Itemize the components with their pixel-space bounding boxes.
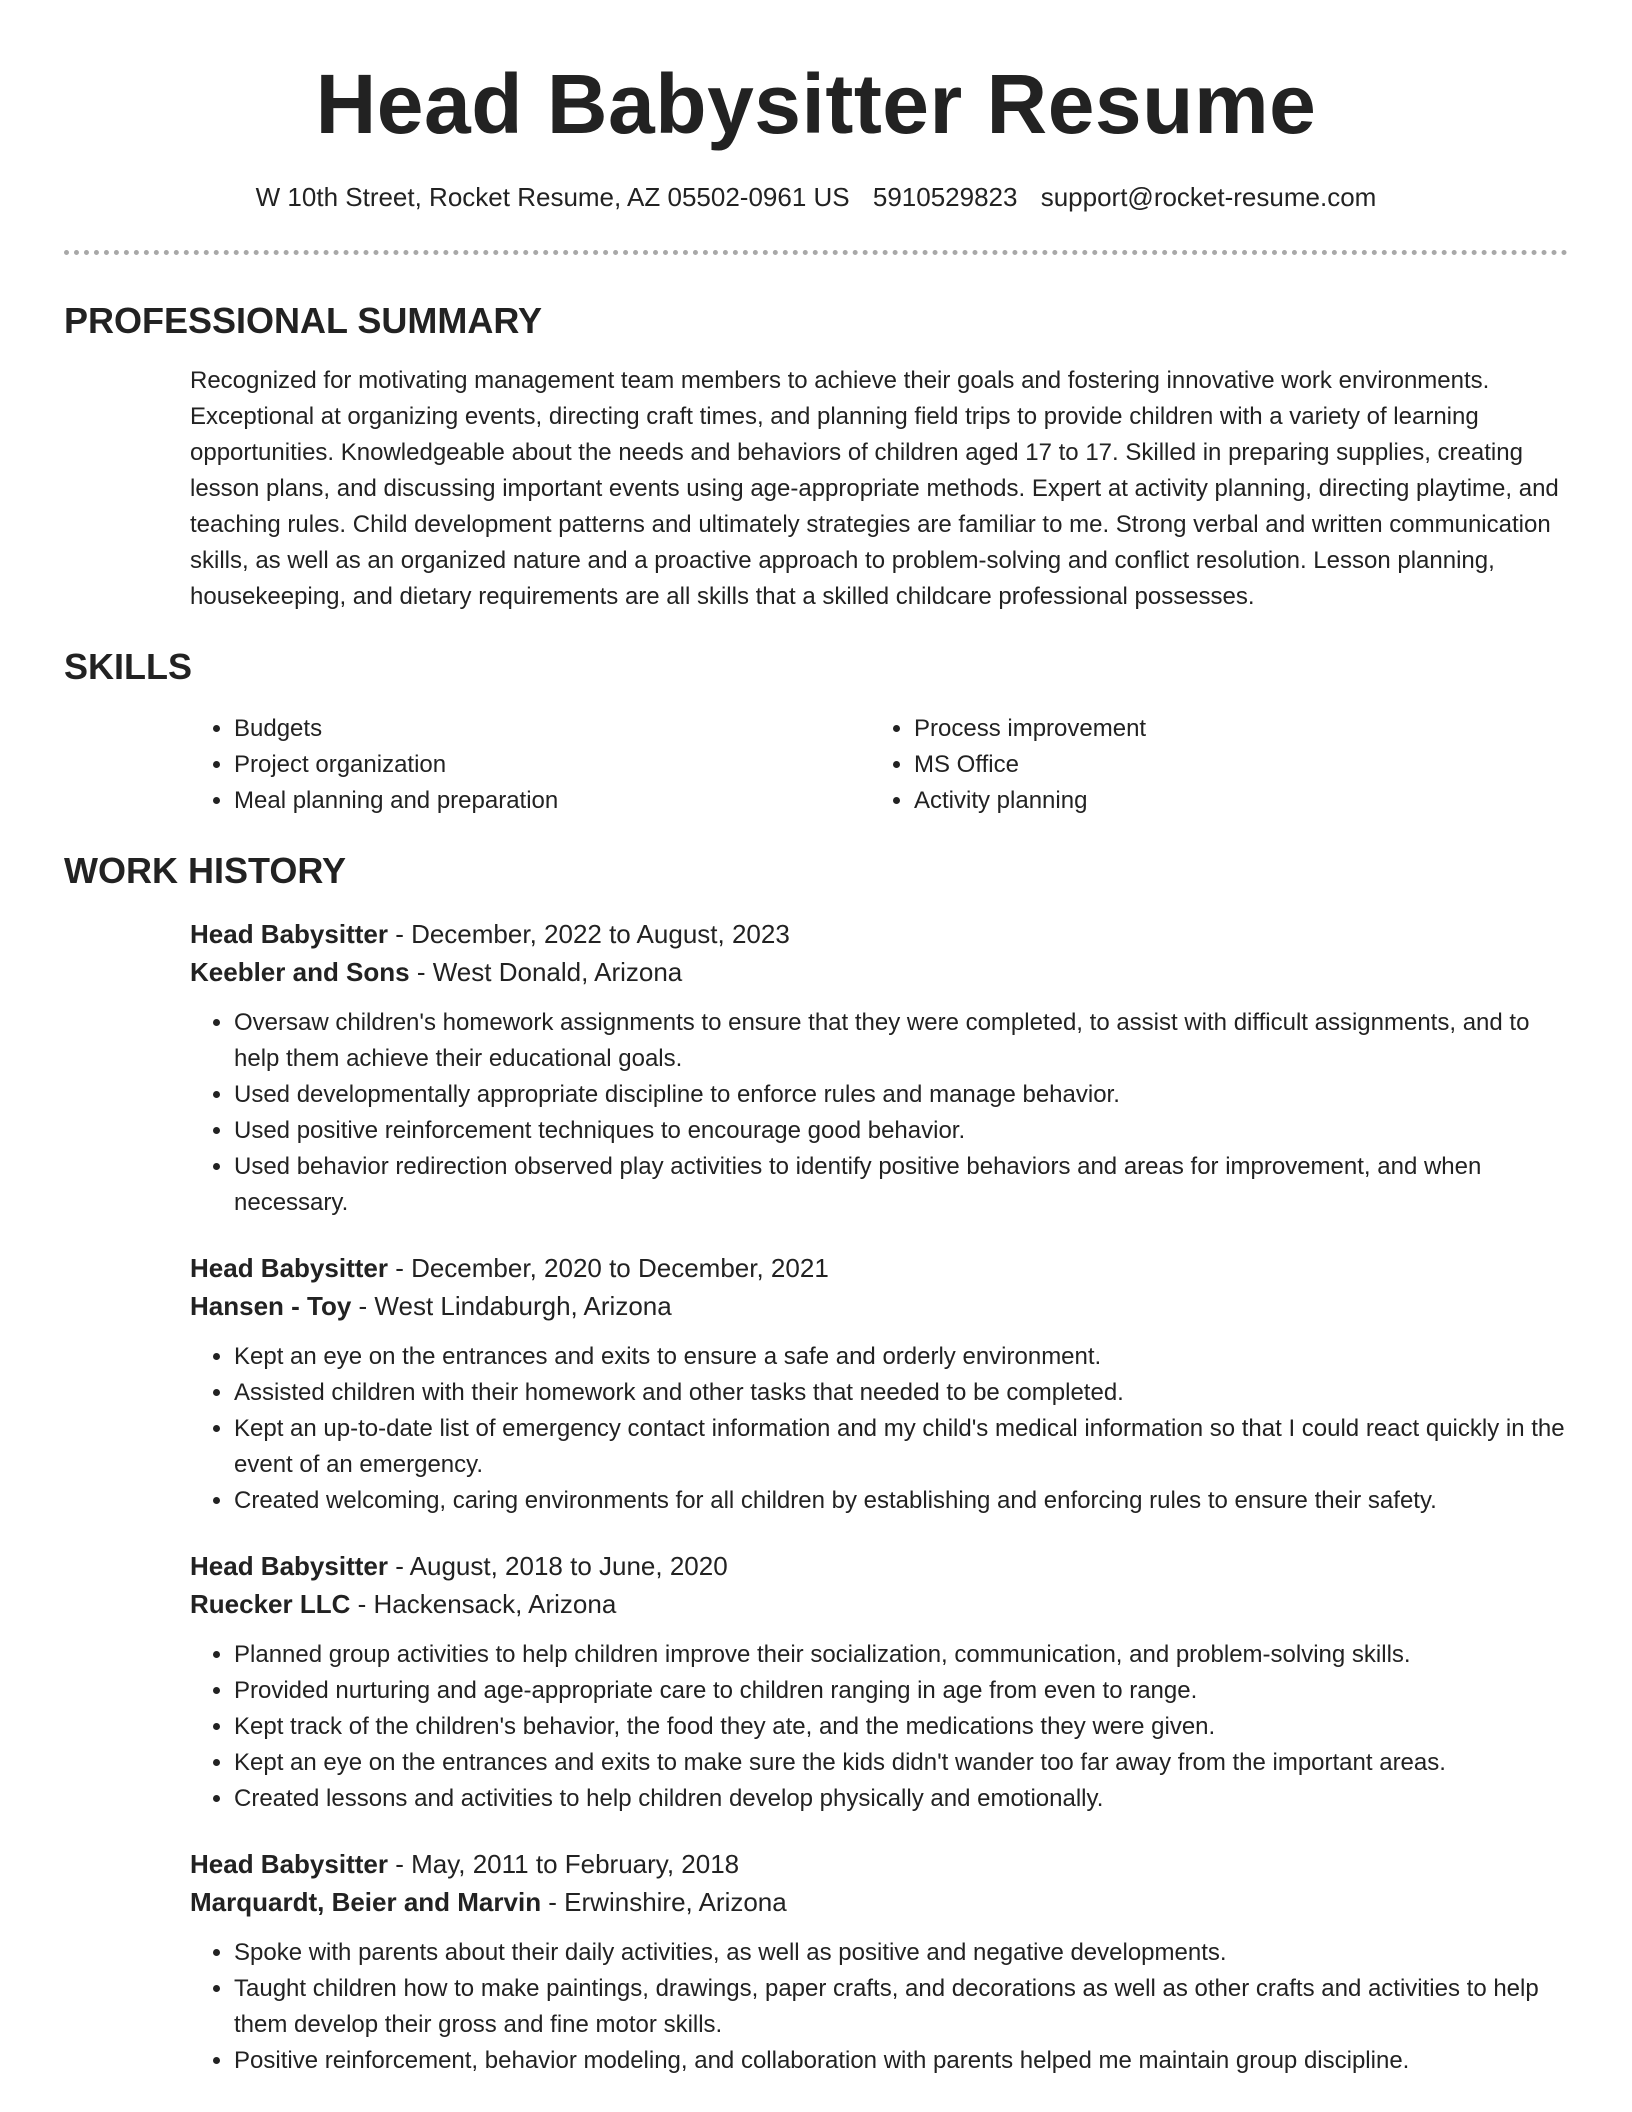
contact-email: support@rocket-resume.com [1040,182,1377,212]
job-location: - Erwinshire, Arizona [541,1887,787,1917]
job-location: - West Lindaburgh, Arizona [351,1291,672,1321]
job-role: Head Babysitter [190,1551,388,1581]
job-entry [190,1845,1568,2079]
skill-item: • MS Office [914,747,1568,783]
summary-heading: PROFESSIONAL SUMMARY [64,300,543,341]
job-bullet: • Created welcoming, caring environments for all children by establishing and enforcing rules to ensure their safety. [234,1483,1568,1519]
resume-name: Head Babysitter Resume [315,57,1317,151]
job-location: - West Donald, Arizona [409,957,683,987]
skill-item: • Process improvement [914,711,1568,747]
skills-list [190,711,1568,819]
job-company-line [190,1883,1568,1921]
work-history-heading: WORK HISTORY [64,850,347,891]
skills-column-right [870,711,1568,819]
skill-item: • Meal planning and preparation [234,783,870,819]
job-company-line [190,953,1568,991]
job-role: Head Babysitter [190,1849,388,1879]
job-title-line [190,1249,1568,1287]
job-bullet: • Kept track of the children's behavior, the food they ate, and the medications they were given. [234,1709,1568,1745]
job-bullet: • Kept an up-to-date list of emergency contact information and my child's medical information so that I could react quickly in the event of an emergency. [234,1411,1568,1483]
job-dates: - August, 2018 to June, 2020 [387,1551,728,1581]
job-bullet: • Provided nurturing and age-appropriate care to children ranging in age from even to range. [234,1673,1568,1709]
job-bullet: • Planned group activities to help children improve their socialization, communication, and problem-solving skills. [234,1637,1568,1673]
job-entry [190,915,1568,1221]
job-bullet: • Kept an eye on the entrances and exits to ensure a safe and orderly environment. [234,1339,1568,1375]
job-bullet: • Kept an eye on the entrances and exits to make sure the kids didn't wander too far away from the important areas. [234,1745,1568,1781]
job-role: Head Babysitter [190,1253,388,1283]
job-title-line [190,915,1568,953]
skill-item: • Budgets [234,711,870,747]
job-dates: - May, 2011 to February, 2018 [387,1849,740,1879]
job-location: - Hackensack, Arizona [350,1589,617,1619]
job-bullets [190,1005,1568,1221]
job-entry [190,1249,1568,1519]
job-company: Ruecker LLC [190,1589,351,1619]
job-company: Marquardt, Beier and Marvin [190,1887,542,1917]
job-bullet: • Taught children how to make paintings, drawings, paper crafts, and decorations as well as other crafts and activities to help them develop their gross and fine motor skills. [234,1971,1568,2043]
skill-item: • Activity planning [914,783,1568,819]
job-bullet: • Positive reinforcement, behavior modeling, and collaboration with parents helped me maintain group discipline. [234,2043,1568,2079]
contact-line [64,180,1568,214]
job-bullet: • Created lessons and activities to help children develop physically and emotionally. [234,1781,1568,1817]
skills-column-left [190,711,870,819]
job-dates: - December, 2022 to August, 2023 [387,919,790,949]
job-bullets [190,1339,1568,1519]
summary-text: Recognized for motivating management team members to achieve their goals and fostering innovative work environments. Exceptional at organizing events, directing craft times, and planning field trips to provide children with a variety of learning opportunities. Knowledgeable about the needs and behaviors of children aged 17 to 17. Skilled in preparing supplies, creating lesson plans, and discussing important events using age-appropriate methods. Expert at activity planning, directing playtime, and teaching rules. Child development patterns and ultimately strategies are familiar to me. Strong verbal and written communication skills, as well as an organized nature and a proactive approach to problem-solving and conflict resolution. Lesson planning, housekeeping, and dietary requirements are all skills that a skilled childcare professional possesses. [190,367,1559,610]
job-bullet: • Assisted children with their homework and other tasks that needed to be completed. [234,1375,1568,1411]
skills-heading: SKILLS [64,646,193,687]
contact-address: W 10th Street, Rocket Resume, AZ 05502-0961 US [255,182,850,212]
job-company: Keebler and Sons [190,957,410,987]
job-title-line [190,1845,1568,1883]
job-entry [190,1547,1568,1817]
job-bullet: • Spoke with parents about their daily activities, as well as positive and negative developments. [234,1935,1568,1971]
job-dates: - December, 2020 to December, 2021 [387,1253,829,1283]
header-divider [64,250,1568,255]
job-bullet: • Used developmentally appropriate discipline to enforce rules and manage behavior. [234,1077,1568,1113]
job-company-line [190,1585,1568,1623]
job-bullet: • Used behavior redirection observed play activities to identify positive behaviors and areas for improvement, and when necessary. [234,1149,1568,1221]
job-bullet: • Used positive reinforcement techniques to encourage good behavior. [234,1113,1568,1149]
job-bullets [190,1637,1568,1817]
job-bullet: • Oversaw children's homework assignments to ensure that they were completed, to assist with difficult assignments, and to help them achieve their educational goals. [234,1005,1568,1077]
job-company: Hansen - Toy [190,1291,352,1321]
job-bullets [190,1935,1568,2079]
contact-phone: 5910529823 [872,182,1018,212]
job-company-line [190,1287,1568,1325]
skill-item: • Project organization [234,747,870,783]
job-title-line [190,1547,1568,1585]
job-role: Head Babysitter [190,919,388,949]
